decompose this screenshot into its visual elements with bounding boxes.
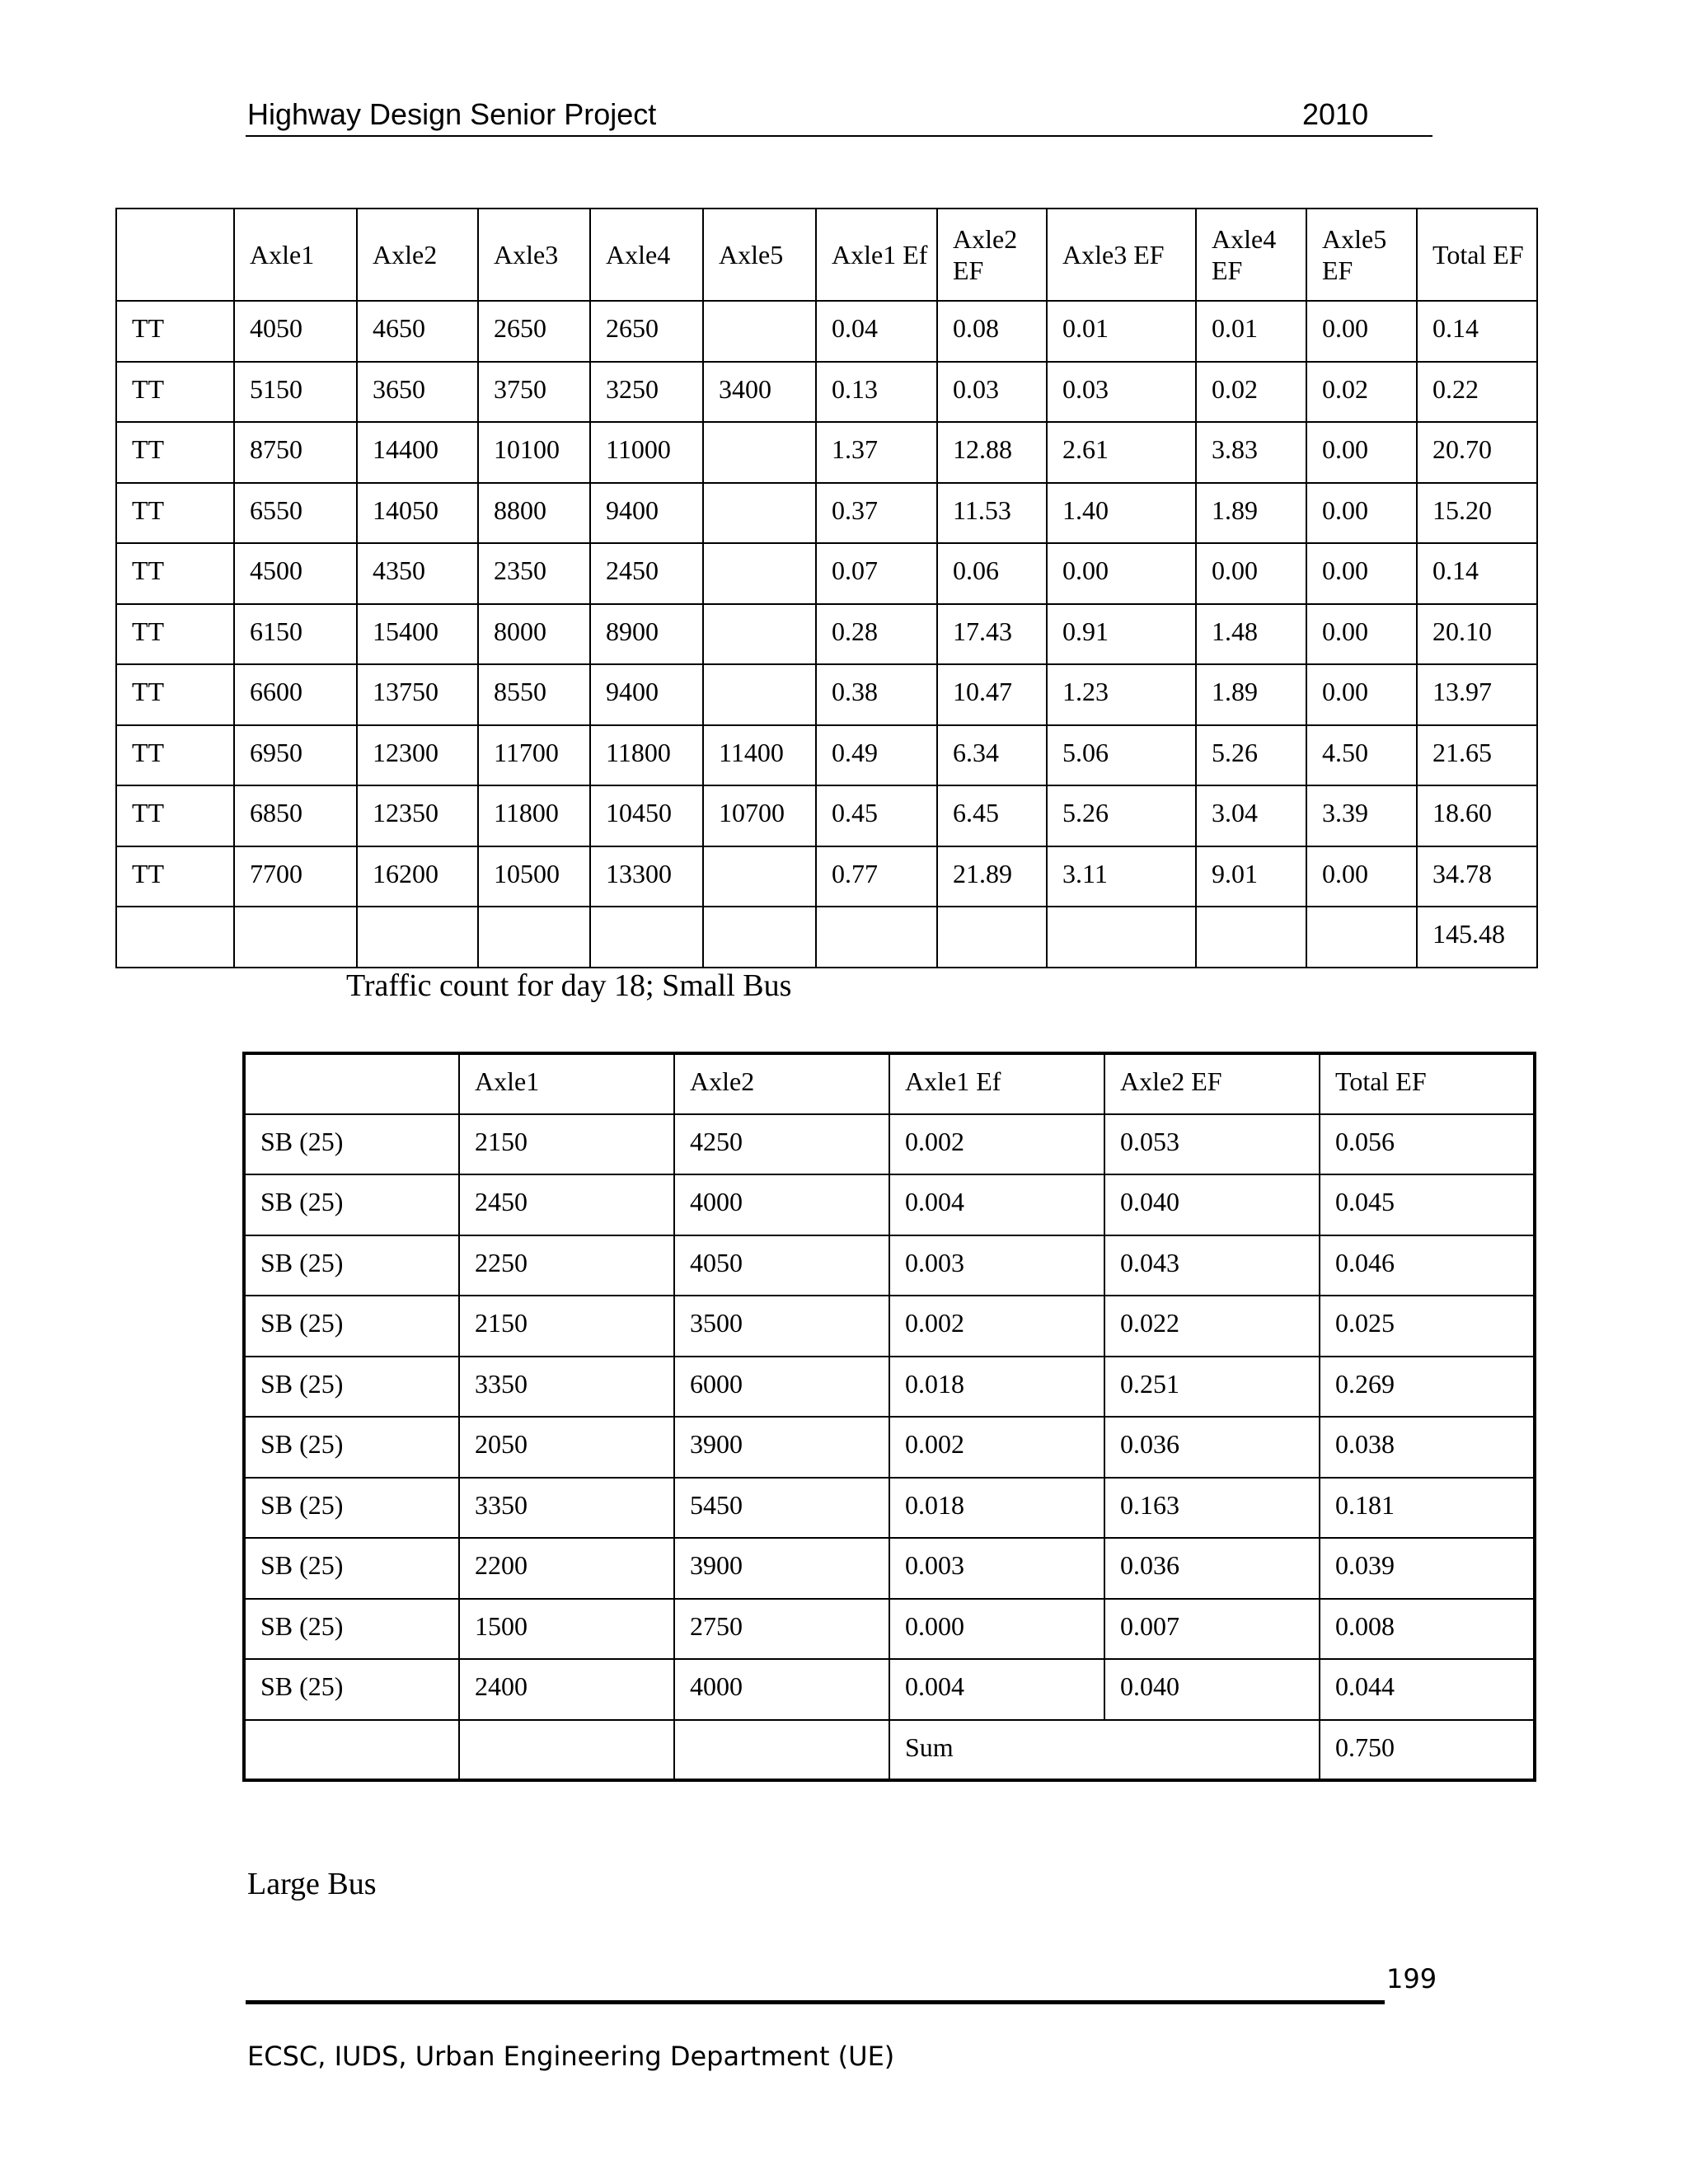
table-cell: 17.43 <box>937 604 1047 665</box>
table-cell: 20.70 <box>1417 422 1537 483</box>
table-cell: 2050 <box>459 1417 674 1478</box>
tt-header-cell: Axle1 <box>234 209 357 301</box>
table-cell: 0.043 <box>1104 1235 1320 1296</box>
table-cell: 4500 <box>234 543 357 604</box>
tt-total-row <box>116 907 1537 968</box>
table-cell: 3.39 <box>1306 785 1417 846</box>
table-cell: 0.046 <box>1320 1235 1535 1296</box>
table-cell: 1.48 <box>1196 604 1306 665</box>
table-cell: 13750 <box>357 664 478 725</box>
table-cell: 2.61 <box>1047 422 1196 483</box>
table-cell: 10700 <box>703 785 816 846</box>
table-cell: 6950 <box>234 725 357 786</box>
table-cell: TT <box>116 483 234 544</box>
table-cell: 2200 <box>459 1538 674 1599</box>
table-cell: 0.053 <box>1104 1114 1320 1175</box>
table-cell: 12300 <box>357 725 478 786</box>
table-cell: TT <box>116 301 234 362</box>
table-cell: 11700 <box>478 725 590 786</box>
tt-header-cell: Axle4 EF <box>1196 209 1306 301</box>
table-cell: 0.03 <box>1047 362 1196 423</box>
table-row <box>244 1538 1535 1599</box>
tt-header-cell: Total EF <box>1417 209 1537 301</box>
table-cell: 2250 <box>459 1235 674 1296</box>
tt-header-cell <box>116 209 234 301</box>
table-cell: 3350 <box>459 1478 674 1539</box>
table-cell: 8550 <box>478 664 590 725</box>
table-cell: TT <box>116 785 234 846</box>
table-cell: TT <box>116 846 234 907</box>
total-row-empty-cell <box>816 907 937 968</box>
table-row <box>116 362 1537 423</box>
sb-table-body <box>244 1114 1535 1720</box>
tt-header-cell: Axle5 <box>703 209 816 301</box>
sum-row <box>244 1720 1535 1781</box>
table-row <box>116 725 1537 786</box>
table-cell: TT <box>116 604 234 665</box>
tt-table-body <box>116 301 1537 968</box>
table-cell: 0.002 <box>889 1417 1104 1478</box>
table-cell: 0.004 <box>889 1659 1104 1720</box>
table-row <box>116 846 1537 907</box>
table-cell: 3350 <box>459 1357 674 1418</box>
table-cell: 0.003 <box>889 1538 1104 1599</box>
total-row-empty-cell <box>478 907 590 968</box>
table-cell: 0.91 <box>1047 604 1196 665</box>
table-cell: 4650 <box>357 301 478 362</box>
table-cell: 5.06 <box>1047 725 1196 786</box>
table-row <box>244 1296 1535 1357</box>
table-cell: 12350 <box>357 785 478 846</box>
table-cell: 0.025 <box>1320 1296 1535 1357</box>
table-cell: 0.14 <box>1417 543 1537 604</box>
table-row <box>244 1174 1535 1235</box>
table-cell: 10.47 <box>937 664 1047 725</box>
table-cell: 0.036 <box>1104 1417 1320 1478</box>
table-cell: TT <box>116 422 234 483</box>
table-cell: 13300 <box>590 846 703 907</box>
table-cell: 0.22 <box>1417 362 1537 423</box>
total-row-empty-cell <box>234 907 357 968</box>
table-cell: 0.018 <box>889 1357 1104 1418</box>
table-cell: 0.251 <box>1104 1357 1320 1418</box>
table-cell: 16200 <box>357 846 478 907</box>
table-cell: 0.03 <box>937 362 1047 423</box>
table-cell: 0.008 <box>1320 1599 1535 1660</box>
table-row <box>116 785 1537 846</box>
table-cell: SB (25) <box>244 1538 459 1599</box>
sb-header-cell: Axle2 <box>674 1053 889 1114</box>
table-cell: SB (25) <box>244 1296 459 1357</box>
table-row <box>244 1599 1535 1660</box>
table-cell: 0.022 <box>1104 1296 1320 1357</box>
table-cell: 1.89 <box>1196 664 1306 725</box>
table-cell: 20.10 <box>1417 604 1537 665</box>
table-row <box>116 664 1537 725</box>
table-cell: 6550 <box>234 483 357 544</box>
table-cell: 0.004 <box>889 1174 1104 1235</box>
tt-total-value: 145.48 <box>1417 907 1537 968</box>
table-cell: 2650 <box>478 301 590 362</box>
table-cell: 0.28 <box>816 604 937 665</box>
table-cell: 2350 <box>478 543 590 604</box>
small-bus-caption: Traffic count for day 18; Small Bus <box>346 968 792 1003</box>
total-row-empty-cell <box>357 907 478 968</box>
table-cell: 0.08 <box>937 301 1047 362</box>
table-cell: 0.01 <box>1196 301 1306 362</box>
total-row-empty-cell <box>703 907 816 968</box>
table-cell: 18.60 <box>1417 785 1537 846</box>
table-cell: 11800 <box>590 725 703 786</box>
sb-table-header <box>244 1053 1535 1114</box>
footer-rule <box>246 2000 1385 2004</box>
sum-value: 0.750 <box>1320 1720 1535 1781</box>
table-cell: 2150 <box>459 1296 674 1357</box>
table-cell: 6.45 <box>937 785 1047 846</box>
table-row <box>244 1417 1535 1478</box>
table-cell: 2450 <box>459 1174 674 1235</box>
table-cell: 9.01 <box>1196 846 1306 907</box>
table-cell: 0.00 <box>1306 604 1417 665</box>
table-cell: 3.04 <box>1196 785 1306 846</box>
table-cell: 15.20 <box>1417 483 1537 544</box>
table-cell: 4050 <box>234 301 357 362</box>
table-cell: 8750 <box>234 422 357 483</box>
table-cell: 6000 <box>674 1357 889 1418</box>
table-cell: 2450 <box>590 543 703 604</box>
table-cell: 0.002 <box>889 1296 1104 1357</box>
table-cell: 5.26 <box>1047 785 1196 846</box>
sb-header-row <box>244 1053 1535 1114</box>
table-cell: 6600 <box>234 664 357 725</box>
table-cell: 0.07 <box>816 543 937 604</box>
table-row <box>244 1478 1535 1539</box>
document-title: Highway Design Senior Project <box>247 97 657 131</box>
table-row <box>116 483 1537 544</box>
table-cell: 0.02 <box>1196 362 1306 423</box>
table-row <box>116 543 1537 604</box>
table-row <box>244 1235 1535 1296</box>
table-cell: 0.13 <box>816 362 937 423</box>
table-cell: 0.269 <box>1320 1357 1535 1418</box>
table-cell: 4350 <box>357 543 478 604</box>
table-cell: 2650 <box>590 301 703 362</box>
table-cell: 5.26 <box>1196 725 1306 786</box>
sum-row-empty-cell <box>674 1720 889 1781</box>
table-cell: 1500 <box>459 1599 674 1660</box>
total-row-empty-cell <box>937 907 1047 968</box>
table-cell: TT <box>116 664 234 725</box>
sb-header-cell: Axle2 EF <box>1104 1053 1320 1114</box>
tt-header-cell: Axle3 EF <box>1047 209 1196 301</box>
table-cell: 0.00 <box>1306 483 1417 544</box>
document-year: 2010 <box>1302 97 1369 131</box>
tt-header-cell: Axle4 <box>590 209 703 301</box>
total-row-empty-cell <box>1047 907 1196 968</box>
table-cell: 3750 <box>478 362 590 423</box>
table-cell: SB (25) <box>244 1114 459 1175</box>
table-cell: 8800 <box>478 483 590 544</box>
table-cell: 0.007 <box>1104 1599 1320 1660</box>
table-cell: 34.78 <box>1417 846 1537 907</box>
table-cell: 10100 <box>478 422 590 483</box>
table-cell <box>703 846 816 907</box>
table-cell: 0.039 <box>1320 1538 1535 1599</box>
page-number: 199 <box>1386 1963 1437 1994</box>
table-row <box>244 1659 1535 1720</box>
total-row-empty-cell <box>1196 907 1306 968</box>
sum-row-empty-cell <box>244 1720 459 1781</box>
table-cell: 8000 <box>478 604 590 665</box>
table-cell: 15400 <box>357 604 478 665</box>
large-bus-heading: Large Bus <box>247 1867 377 1901</box>
table-cell: 0.002 <box>889 1114 1104 1175</box>
table-cell: 3250 <box>590 362 703 423</box>
table-cell: SB (25) <box>244 1357 459 1418</box>
truck-trailer-table <box>115 208 1538 968</box>
sb-header-cell: Axle1 Ef <box>889 1053 1104 1114</box>
table-cell: 0.181 <box>1320 1478 1535 1539</box>
table-row <box>244 1114 1535 1175</box>
table-cell: 0.38 <box>816 664 937 725</box>
sb-header-cell <box>244 1053 459 1114</box>
table-cell: 6.34 <box>937 725 1047 786</box>
table-cell: 12.88 <box>937 422 1047 483</box>
table-cell: 10500 <box>478 846 590 907</box>
table-cell: TT <box>116 543 234 604</box>
total-row-empty-cell <box>1306 907 1417 968</box>
table-cell: 0.040 <box>1104 1659 1320 1720</box>
table-cell: 1.40 <box>1047 483 1196 544</box>
sb-header-cell: Total EF <box>1320 1053 1535 1114</box>
table-cell: SB (25) <box>244 1478 459 1539</box>
table-cell <box>703 483 816 544</box>
table-cell: 3.83 <box>1196 422 1306 483</box>
table-cell: 0.77 <box>816 846 937 907</box>
tt-header-cell: Axle2 <box>357 209 478 301</box>
tt-header-cell: Axle1 Ef <box>816 209 937 301</box>
table-cell: 0.003 <box>889 1235 1104 1296</box>
table-cell: 5150 <box>234 362 357 423</box>
table-cell: 0.040 <box>1104 1174 1320 1235</box>
tt-header-cell: Axle2 EF <box>937 209 1047 301</box>
table-row <box>116 301 1537 362</box>
table-cell: SB (25) <box>244 1659 459 1720</box>
table-cell: 7700 <box>234 846 357 907</box>
table-cell: 2750 <box>674 1599 889 1660</box>
table-cell <box>703 543 816 604</box>
table-cell: 14400 <box>357 422 478 483</box>
table-cell: 0.045 <box>1320 1174 1535 1235</box>
table-cell: 0.02 <box>1306 362 1417 423</box>
table-cell: 21.65 <box>1417 725 1537 786</box>
table-cell: 4000 <box>674 1659 889 1720</box>
table-cell: 0.04 <box>816 301 937 362</box>
table-cell: 1.23 <box>1047 664 1196 725</box>
table-cell: 0.00 <box>1306 301 1417 362</box>
table-cell: 0.49 <box>816 725 937 786</box>
table-cell: 1.89 <box>1196 483 1306 544</box>
table-cell: 0.036 <box>1104 1538 1320 1599</box>
table-cell: SB (25) <box>244 1417 459 1478</box>
table-cell: 0.163 <box>1104 1478 1320 1539</box>
table-cell: 4.50 <box>1306 725 1417 786</box>
table-cell: 0.000 <box>889 1599 1104 1660</box>
tt-header-cell: Axle3 <box>478 209 590 301</box>
table-cell: 0.056 <box>1320 1114 1535 1175</box>
sum-label: Sum <box>889 1720 1320 1781</box>
tt-header-cell: Axle5 EF <box>1306 209 1417 301</box>
total-row-empty-cell <box>116 907 234 968</box>
table-cell: 3900 <box>674 1417 889 1478</box>
table-cell: 0.00 <box>1047 543 1196 604</box>
tt-table-header <box>116 209 1537 301</box>
table-row <box>244 1357 1535 1418</box>
table-cell: 0.14 <box>1417 301 1537 362</box>
table-cell <box>703 422 816 483</box>
table-cell: 0.45 <box>816 785 937 846</box>
table-cell: 9400 <box>590 483 703 544</box>
table-cell: TT <box>116 725 234 786</box>
table-cell: 0.06 <box>937 543 1047 604</box>
table-cell: SB (25) <box>244 1174 459 1235</box>
table-cell: 11000 <box>590 422 703 483</box>
table-cell: 0.038 <box>1320 1417 1535 1478</box>
header-rule <box>246 135 1432 137</box>
table-cell: 11800 <box>478 785 590 846</box>
table-cell: 0.00 <box>1196 543 1306 604</box>
sum-row-empty-cell <box>459 1720 674 1781</box>
table-cell: 11400 <box>703 725 816 786</box>
table-cell: 2400 <box>459 1659 674 1720</box>
table-cell: 6850 <box>234 785 357 846</box>
table-row <box>116 422 1537 483</box>
table-cell: 4000 <box>674 1174 889 1235</box>
table-cell: 14050 <box>357 483 478 544</box>
table-cell <box>703 301 816 362</box>
table-cell: 3500 <box>674 1296 889 1357</box>
small-bus-table <box>242 1052 1536 1782</box>
table-cell: 0.00 <box>1306 846 1417 907</box>
table-cell: 0.01 <box>1047 301 1196 362</box>
table-cell <box>703 604 816 665</box>
table-cell: 3400 <box>703 362 816 423</box>
table-cell: 0.018 <box>889 1478 1104 1539</box>
table-cell: 9400 <box>590 664 703 725</box>
table-cell: 3900 <box>674 1538 889 1599</box>
tt-header-row <box>116 209 1537 301</box>
table-cell: 11.53 <box>937 483 1047 544</box>
sb-header-cell: Axle1 <box>459 1053 674 1114</box>
table-cell: 4050 <box>674 1235 889 1296</box>
table-cell: 2150 <box>459 1114 674 1175</box>
table-cell: 1.37 <box>816 422 937 483</box>
table-cell: SB (25) <box>244 1235 459 1296</box>
table-cell: 0.00 <box>1306 543 1417 604</box>
sb-table-footer <box>244 1720 1535 1781</box>
table-cell <box>703 664 816 725</box>
table-cell: 0.00 <box>1306 664 1417 725</box>
table-cell: 5450 <box>674 1478 889 1539</box>
table-cell: 21.89 <box>937 846 1047 907</box>
total-row-empty-cell <box>590 907 703 968</box>
table-cell: TT <box>116 362 234 423</box>
table-cell: 4250 <box>674 1114 889 1175</box>
table-cell: SB (25) <box>244 1599 459 1660</box>
table-cell: 10450 <box>590 785 703 846</box>
table-cell: 8900 <box>590 604 703 665</box>
footer-text: ECSC, IUDS, Urban Engineering Department (UE) <box>247 2041 895 2072</box>
table-row <box>116 604 1537 665</box>
table-cell: 0.044 <box>1320 1659 1535 1720</box>
table-cell: 3650 <box>357 362 478 423</box>
table-cell: 0.37 <box>816 483 937 544</box>
table-cell: 3.11 <box>1047 846 1196 907</box>
table-cell: 13.97 <box>1417 664 1537 725</box>
table-cell: 0.00 <box>1306 422 1417 483</box>
table-cell: 6150 <box>234 604 357 665</box>
